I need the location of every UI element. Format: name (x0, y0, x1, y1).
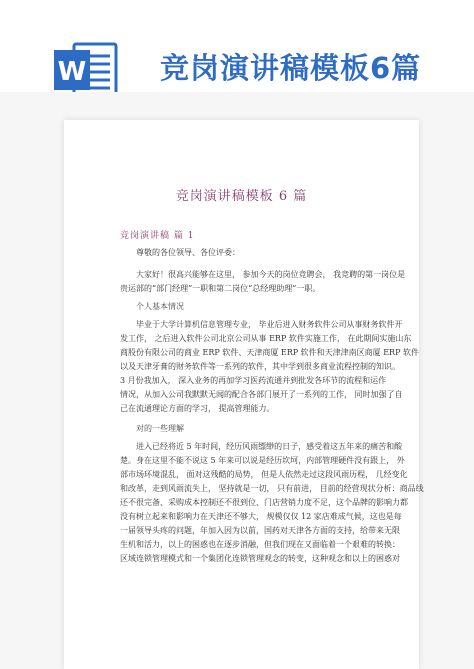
paragraph-line: 发工作， 之后进入软件公司北京公司从事 ERP 软件实施工作， 在此期间实施山东 (120, 334, 412, 343)
paragraph-line: 3 月份我加入， 深入业务的再加学习医药流通并到批发各环节的流程和运作 (120, 376, 387, 385)
document-title: 竞岗演讲稿模板 6 篇 (175, 189, 308, 204)
paragraph-line: 贵运部的“部门经理”一职和第二岗位“总经理助理”一职。 (120, 284, 321, 293)
document-stage (0, 92, 474, 669)
document-page (64, 120, 424, 669)
paragraph-line: 和改革，走到风雨流失上， 坚持就是一切， 只有前进， 目前的经营现状分析：商品线 (120, 484, 424, 493)
word-icon (52, 42, 118, 98)
paragraph-line: 毕业于大学计算机信息管理专业， 毕业后进入财务软件公司从事财务软件开 (136, 320, 403, 329)
banner-title: 竞岗演讲稿模板6篇 (160, 51, 422, 85)
paragraph-line: 没有树立起来和影响力在天津还不够大， 规模仅仅 12 家店难成气候，这也是每 (120, 512, 402, 521)
paragraph-line: 一届领导头疼的问题，年加入因为以前，国药对天津各方面的支持，给带来无限 (120, 526, 400, 535)
svg-text:W: W (57, 57, 87, 87)
subheading: 对的一些理解 (136, 424, 184, 433)
paragraph-line: 生机和活力，以上的困惑也在逐步消融，但我们现在又面临着一个艰难的转换： (120, 540, 400, 549)
paragraph-line: 商股份有限公司的商业 ERP 软件、天津商厦 ERP 软件和天津津南区商厦 ERP 软件 (120, 348, 419, 357)
paragraph-line: 区域连锁管理模式和一个集团化连锁管理观念的转变，这种观念和以上的困惑对 (120, 554, 400, 563)
paragraph-line: 大家好！很高兴能够在这里， 参加今天的岗位竞聘会， 我竞聘的第一岗位是 (136, 270, 406, 279)
paragraph-line: 己在流通理论方面的学习， 提高管理能力。 (120, 404, 275, 413)
paragraph-line: 情况，从加入公司我默默无闻的配合各部门展开了一系列的工作， 同时加强了自 (120, 390, 403, 399)
paragraph-line: 还不很完备、采购成本控制还不很到位、门店营销力度不足，这个品牌的影响力都 (120, 498, 408, 507)
banner (0, 0, 474, 92)
section-heading: 竞岗演讲稿 篇 1 (120, 231, 195, 241)
subheading: 个人基本情况 (136, 302, 184, 311)
paragraph-line: 部市场环境混乱， 面对这残酷的局势， 但是人依然走过这段风雨历程， 几经变化 (120, 470, 408, 479)
paragraph-line: 楚。身在这里不能不说这 5 年来可以说是经历坎坷，内部管理硬件没有跟上， 外 (120, 456, 405, 465)
paragraph-line: 进入已经将近 5 年时间，经历风雨缥缈的日子，感受着这五年来的痛苦和酸 (136, 442, 403, 451)
paragraph-line: 以及天津牙膏的财务软件等一系列的软件，其中学到很多商业流程控制的知识。 (120, 362, 400, 371)
paragraph-line: 尊敬的各位领导、各位评委： (136, 248, 240, 257)
